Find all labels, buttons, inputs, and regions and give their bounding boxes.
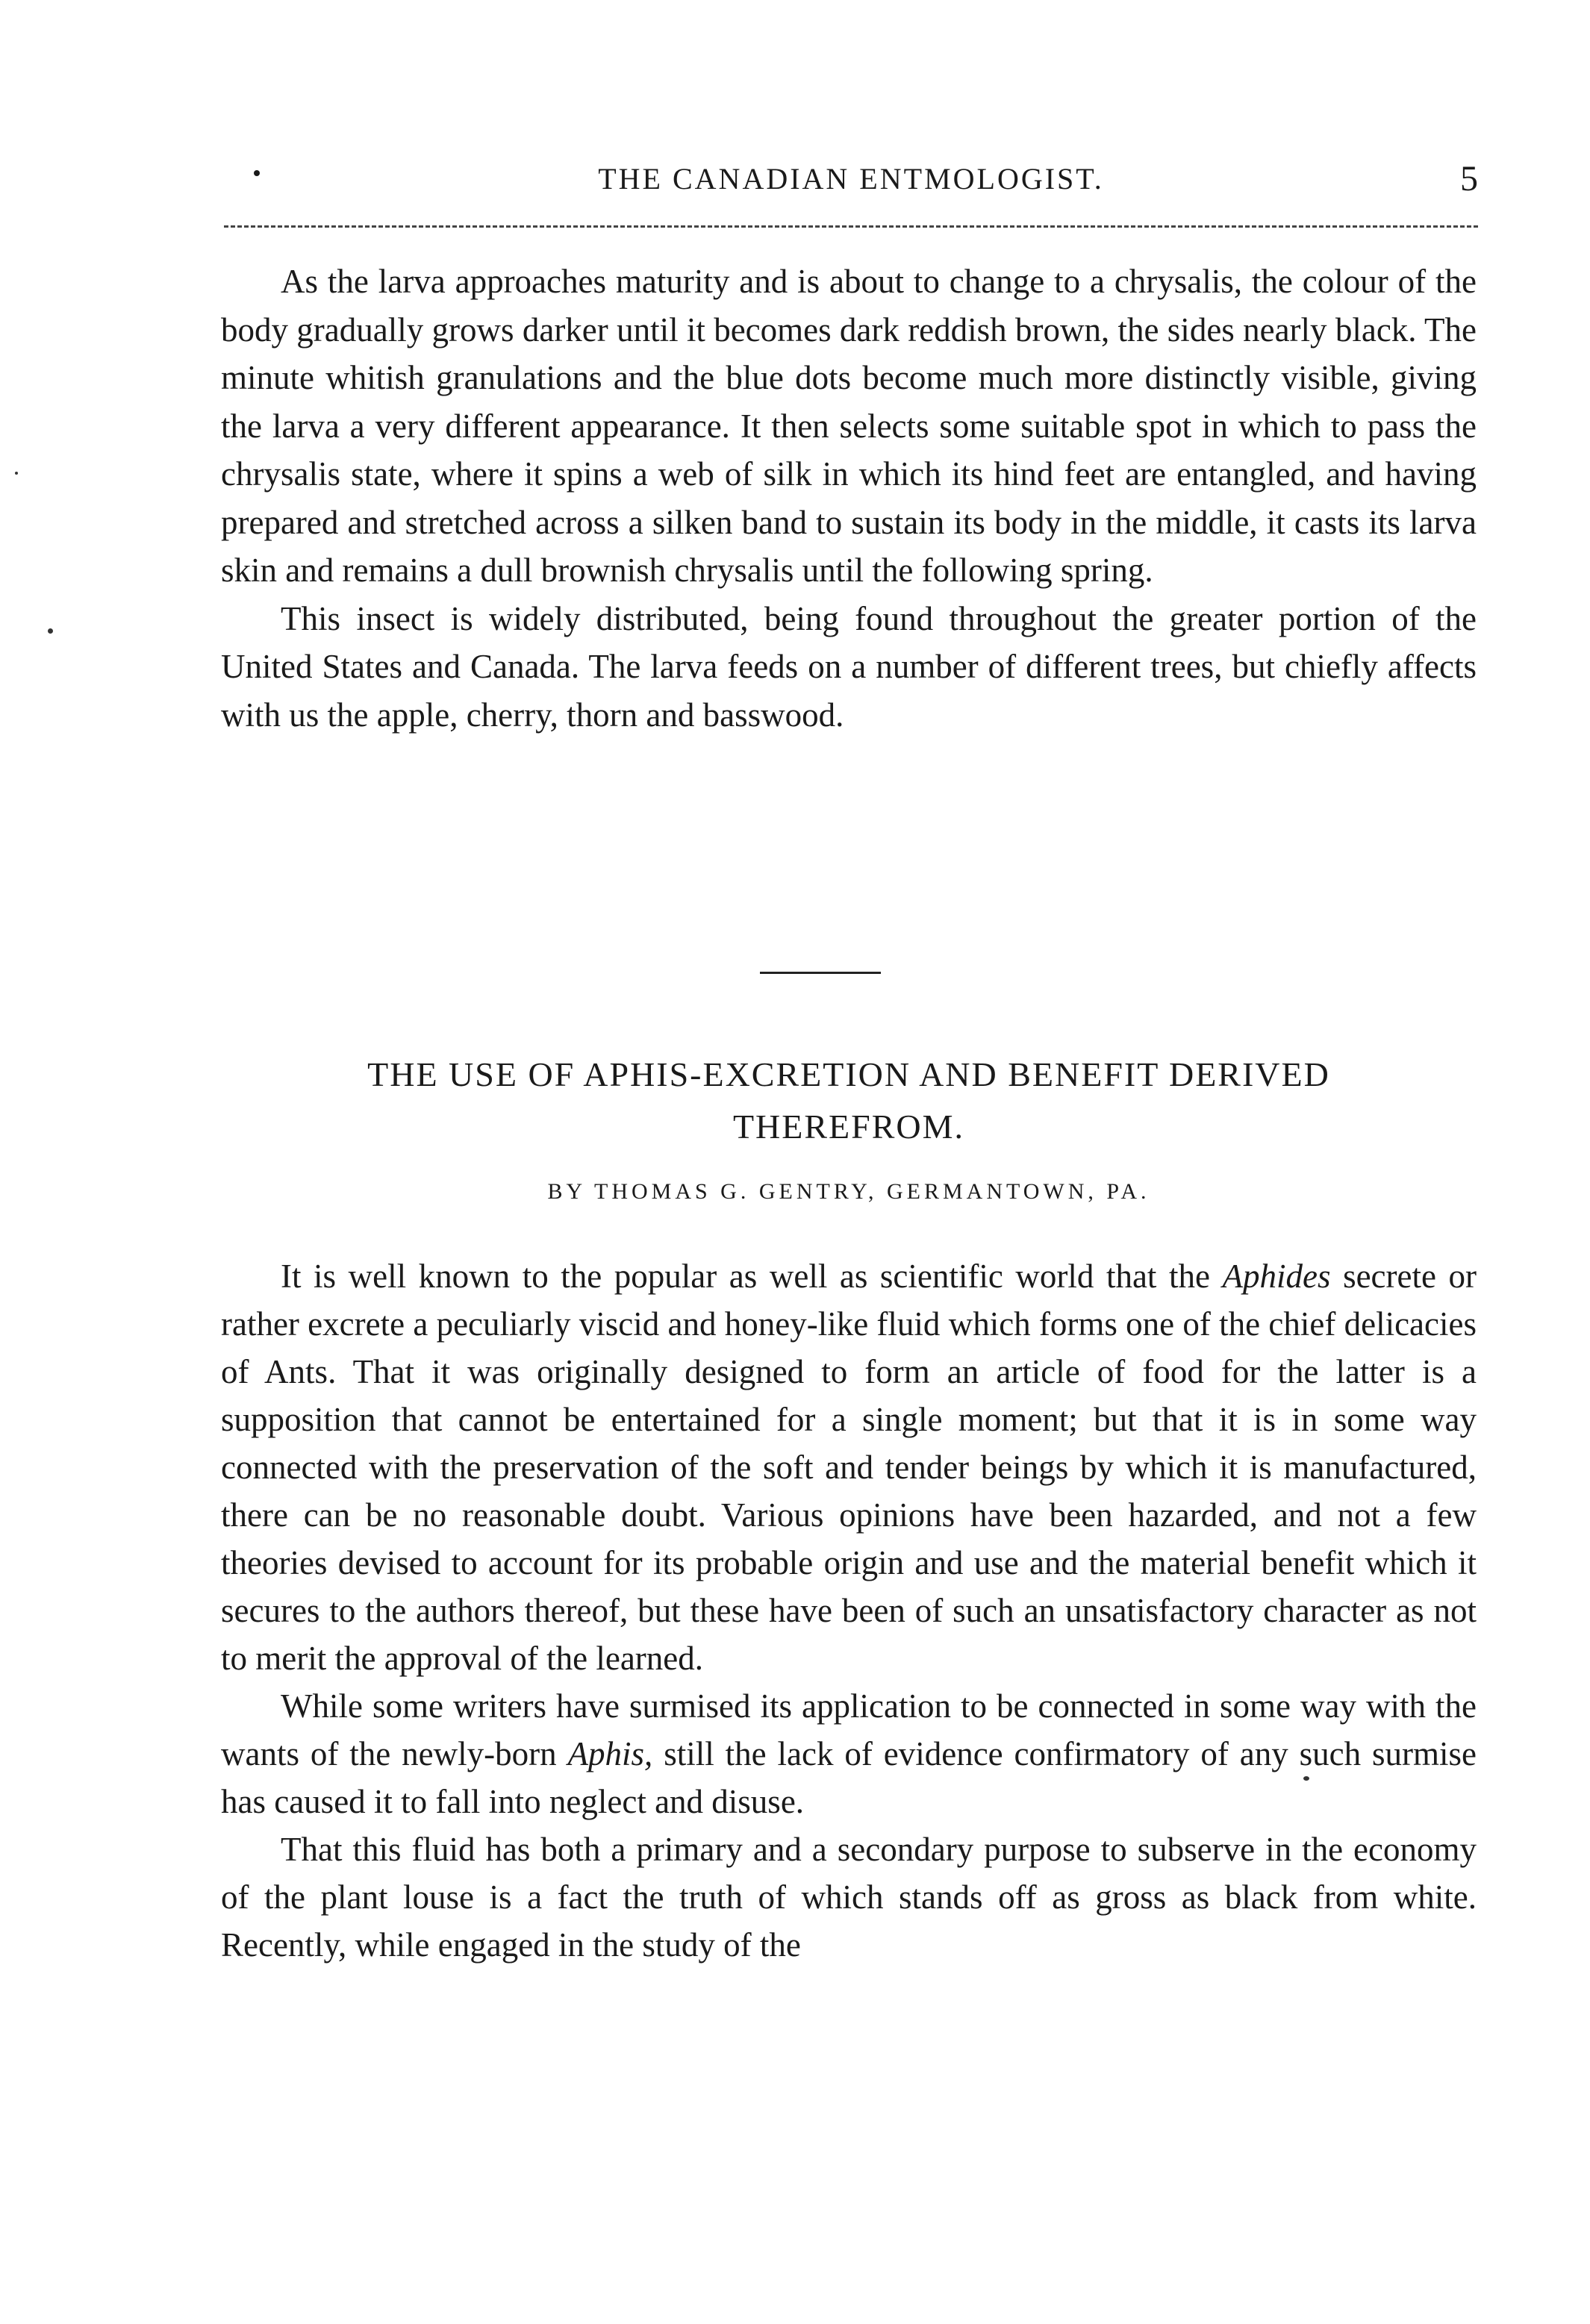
scan-speck <box>1303 1776 1309 1781</box>
section-separator <box>760 972 881 974</box>
paragraph-text: still the lack of evidence confirmatory of any such surmise has caused it to fall into neglect and disuse. <box>221 1735 1477 1820</box>
article-body <box>221 1252 1477 1969</box>
scan-speck <box>15 472 18 475</box>
paragraph-text: secrete or rather excrete a peculiarly viscid and honey-like fluid which forms one of the chief delicacies of Ants. That it was originally designed to form an article of food for the latter is a supposition that cannot be entertained for a single moment; but that it is in some way connected with the preservation of the soft and tender beings by which it is manufactured, there can be no reasonable doubt. Various opinions have been hazarded, and not a few theories devised to account for its probable origin and use and the material benefit which it secures to the authors thereof, but these have been of such an unsatisfactory character as not to merit the approval of the learned. <box>221 1258 1477 1677</box>
running-title: THE CANADIAN ENTMOLOGIST. <box>598 162 1104 196</box>
paragraph-text: It is well known to the popular as well as scientific world that the <box>281 1258 1210 1295</box>
running-head <box>224 157 1478 202</box>
italic-term: Aphis, <box>567 1735 653 1772</box>
paragraph: This insect is widely distributed, being found throughout the greater portion of the United States and Canada. The larva feeds on a number of different trees, but chiefly affects with us the apple, cherry, thorn and basswood. <box>221 599 1477 734</box>
scan-speck <box>48 628 53 634</box>
paragraph: As the larva approaches maturity and is about to change to a chrysalis, the colour of the body gradually grows darker until it becomes dark reddish brown, the sides nearly black. The minute whitish granulations and the blue dots become much more distinctly visible, giving the larva a very different appearance. It then selects some suitable spot in which to pass the chrysalis state, where it spins a web of silk in which its hind feet are entangled, and having prepared and stretched across a silken band to sustain its body in the middle, it casts its larva skin and remains a dull brownish chrysalis until the following spring. <box>221 263 1477 589</box>
paragraph-text: While some writers have surmised its application to be connected in some way with the wants of the newly-born <box>221 1687 1477 1772</box>
paragraph <box>221 1682 1477 1825</box>
page-number: 5 <box>1460 159 1478 199</box>
paragraph: That this fluid has both a primary and a secondary purpose to subserve in the economy of the plant louse is a fact the truth of which stands off as gross as black from white. Recently, while engaged in the study of the <box>221 1831 1477 1964</box>
italic-term: Aphides <box>1222 1258 1331 1295</box>
previous-article-conclusion <box>221 257 1477 739</box>
article-byline: BY THOMAS G. GENTRY, GERMANTOWN, PA. <box>547 1179 1150 1204</box>
article-title-line-2: THEREFROM. <box>732 1108 965 1146</box>
article-title-line-1: THE USE OF APHIS-EXCRETION AND BENEFIT DERIVED <box>367 1055 1330 1093</box>
header-rule <box>224 225 1478 228</box>
article-title <box>221 1049 1477 1153</box>
paragraph <box>221 1252 1477 1682</box>
